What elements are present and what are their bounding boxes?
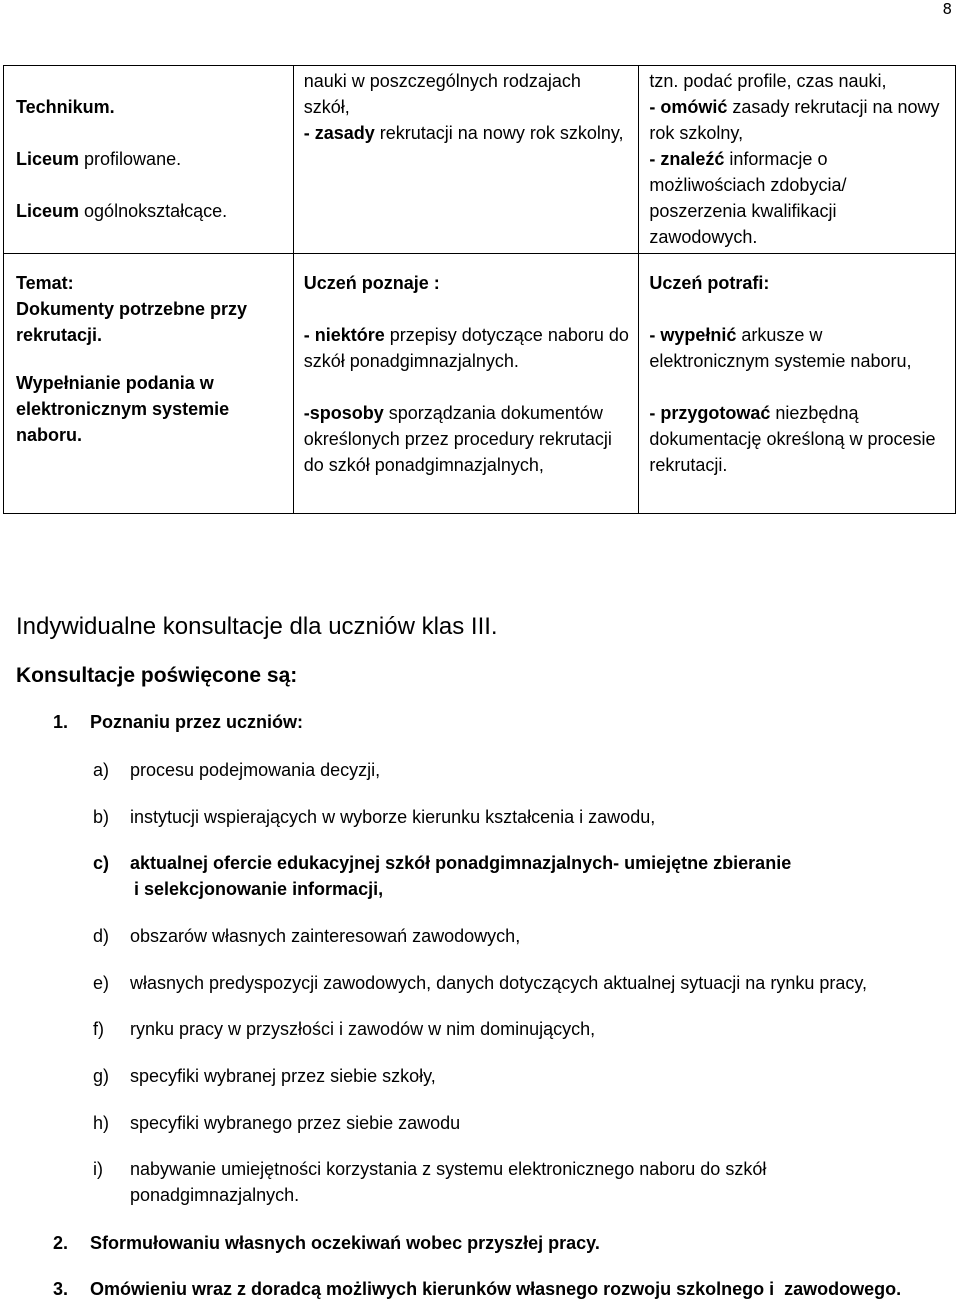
sub-list-text: obszarów własnych zainteresowań zawodowych, — [130, 926, 521, 946]
sub-list-item — [93, 923, 520, 949]
sub-list-text: procesu podejmowania decyzji, — [130, 760, 381, 780]
knowledge-cell-2 — [293, 254, 639, 514]
school-type-liceum-profilowane: Liceum profilowane. — [16, 149, 182, 169]
knowledge-text-2: - zasady rekrutacji na nowy rok szkolny, — [303, 123, 624, 143]
skills-text-2: - omówić zasady rekrutacji na nowy rok szkolny, — [649, 97, 940, 143]
list-item — [53, 1230, 600, 1256]
sub-list-letter: i) — [93, 1159, 103, 1179]
sub-list-letter: b) — [93, 807, 110, 827]
sub-list-text: specyfiki wybranej przez siebie szkoły, — [130, 1066, 436, 1086]
sub-list-letter: a) — [93, 760, 110, 780]
sub-list-letter: h) — [93, 1113, 110, 1133]
list-text: Sformułowaniu własnych oczekiwań wobec przyszłej pracy. — [90, 1233, 600, 1253]
sub-list-text: specyfiki wybranego przez siebie zawodu — [130, 1113, 461, 1133]
sub-list-text: ponadgimnazjalnych. — [130, 1185, 300, 1205]
knowledge-text-1: nauki w poszczególnych rodzajach szkół, — [303, 71, 581, 117]
sub-list-item — [93, 757, 380, 783]
topic-subtitle: Wypełnianie podania w elektronicznym systemie naboru. — [16, 373, 230, 445]
sub-list-letter: e) — [93, 973, 110, 993]
list-text: Poznaniu przez uczniów: — [90, 712, 304, 732]
list-text: Omówieniu wraz z doradcą możliwych kierunków własnego rozwoju szkolnego i zawodowego. — [90, 1279, 902, 1299]
sub-list-text: nabywanie umiejętności korzystania z systemu elektronicznego naboru do szkół — [130, 1159, 767, 1179]
list-number: 1. — [53, 712, 69, 732]
knowledge-point-2: -sposoby sporządzania dokumentów określonych przez procedury rekrutacji do szkół ponadgimnazjalnych, — [303, 403, 612, 475]
topic-cell — [4, 254, 294, 514]
knowledge-header: Uczeń poznaje : — [303, 273, 440, 293]
sub-list-text: aktualnej ofercie edukacyjnej szkół ponadgimnazjalnych- umiejętne zbieranie — [130, 853, 792, 873]
section-title: Indywidualne konsultacje dla uczniów klas III. — [16, 613, 498, 640]
list-number: 2. — [53, 1233, 69, 1253]
knowledge-cell-1 — [293, 66, 639, 254]
school-type-liceum-ogolno: Liceum ogólnokształcące. — [16, 201, 228, 221]
page-number: 8 — [942, 0, 952, 18]
skills-cell-1 — [639, 66, 956, 254]
sub-list-letter: c) — [93, 853, 110, 873]
topic-label: Temat: — [16, 273, 74, 293]
skills-text-1: tzn. podać profile, czas nauki, — [649, 71, 887, 91]
sub-list-letter: f) — [93, 1019, 104, 1039]
school-type-label: profilowane. — [79, 149, 182, 169]
skills-point-1: - wypełnić arkusze w elektronicznym systemie naboru, — [649, 325, 912, 371]
list-item — [53, 709, 303, 735]
table-row — [4, 254, 956, 514]
table-row — [4, 66, 956, 254]
sub-list-text: własnych predyspozycji zawodowych, danych dotyczących aktualnej sytuacji na rynku pracy, — [130, 973, 868, 993]
sub-list-item — [93, 1063, 436, 1089]
section-subtitle: Konsultacje poświęcone są: — [16, 664, 298, 687]
sub-list-item — [93, 1156, 766, 1182]
school-type-technikum: Technikum. — [16, 97, 115, 117]
lesson-table — [3, 65, 956, 514]
sub-list-item — [93, 804, 655, 830]
sub-list-text: rynku pracy w przyszłości i zawodów w nim dominujących, — [130, 1019, 596, 1039]
skills-point-2: - przygotować niezbędną dokumentację określoną w procesie rekrutacji. — [649, 403, 936, 475]
sub-list-text: i selekcjonowanie informacji, — [134, 879, 384, 899]
skills-cell-2 — [639, 254, 956, 514]
list-number: 3. — [53, 1279, 69, 1299]
sub-list-item — [93, 1016, 595, 1042]
sub-list-item — [130, 1182, 299, 1208]
sub-list-text: instytucji wspierających w wyborze kierunku kształcenia i zawodu, — [130, 807, 656, 827]
knowledge-point-1: - niektóre przepisy dotyczące naboru do szkół ponadgimnazjalnych. — [303, 325, 629, 371]
topic-title: Dokumenty potrzebne przy rekrutacji. — [16, 299, 248, 345]
sub-list-letter: d) — [93, 926, 110, 946]
skills-text-3: - znaleźć informacje o możliwościach zdobycia/ poszerzenia kwalifikacji zawodowych. — [649, 149, 847, 247]
sub-list-item — [93, 850, 791, 876]
sub-list-item — [93, 1110, 460, 1136]
sub-list-letter: g) — [93, 1066, 110, 1086]
sub-list-item — [134, 876, 383, 902]
skills-header: Uczeń potrafi: — [649, 273, 770, 293]
list-item — [53, 1276, 953, 1302]
school-types-cell — [4, 66, 294, 254]
sub-list-item — [93, 970, 867, 996]
